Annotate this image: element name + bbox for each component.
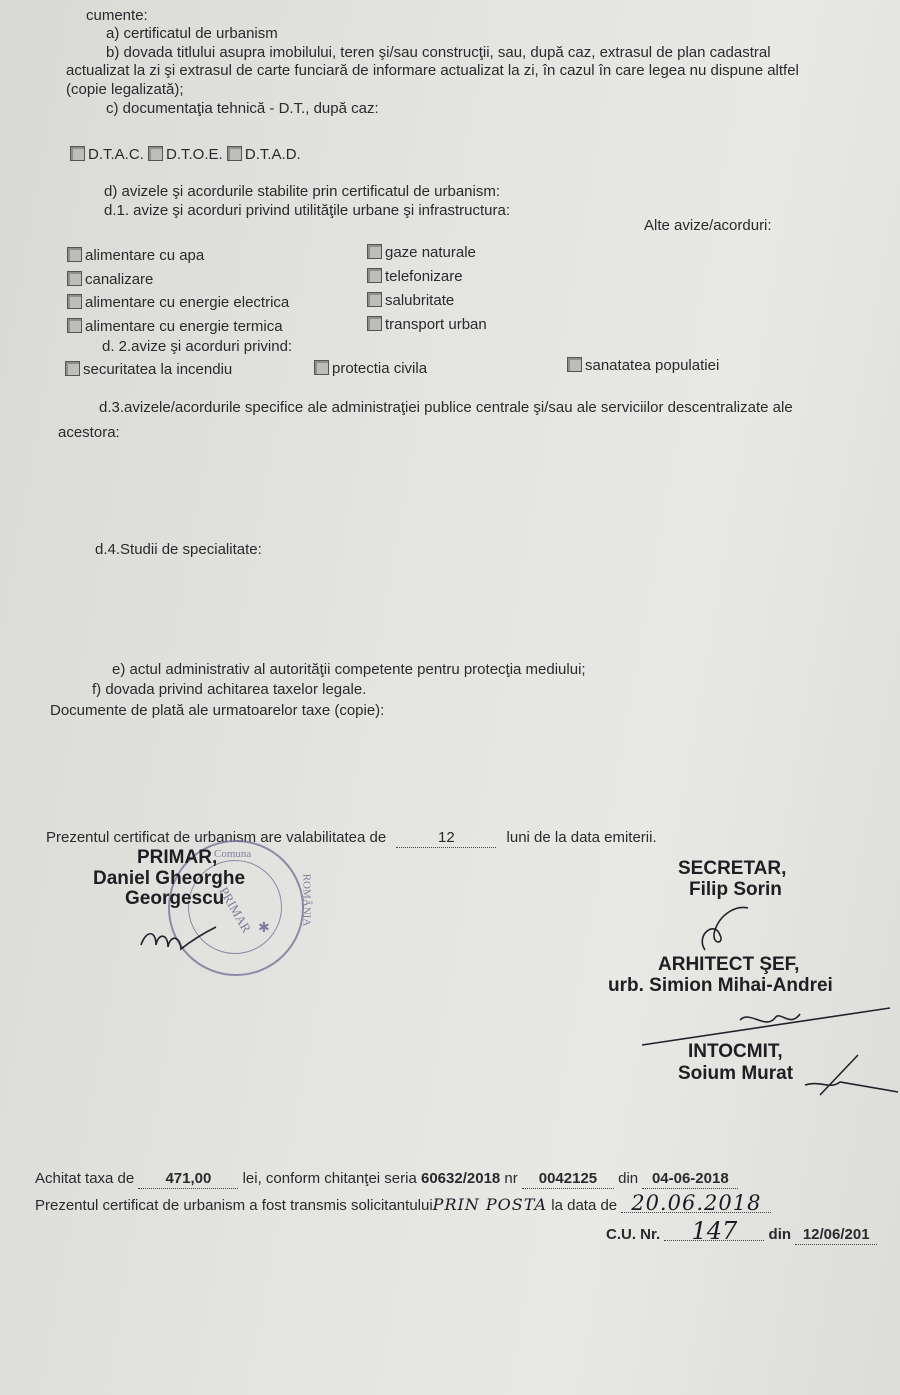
mayor-name-1: Daniel Gheorghe bbox=[93, 868, 246, 889]
cu-number: 147 bbox=[664, 1222, 764, 1241]
utility-heating[interactable]: alimentare cu energie termica bbox=[67, 318, 283, 336]
section-d-line2: d.1. avize şi acorduri privind utilităţile urbane şi infrastructura: bbox=[104, 202, 511, 219]
checkbox-icon bbox=[67, 271, 82, 286]
d2-public-health[interactable]: sanatatea populatiei bbox=[567, 357, 719, 375]
dt-option-dtac[interactable]: D.T.A.C. bbox=[70, 146, 144, 163]
dt-options bbox=[70, 146, 301, 164]
secretary-signature bbox=[690, 900, 760, 955]
checkbox-icon bbox=[367, 244, 382, 259]
section-d4-label: d.4.Studii de specialitate: bbox=[95, 541, 262, 558]
checkbox-icon bbox=[227, 146, 242, 161]
mayor-signature bbox=[136, 915, 226, 965]
checkbox-icon bbox=[67, 247, 82, 262]
utility-transport[interactable]: transport urban bbox=[367, 316, 487, 334]
checkbox-icon bbox=[70, 146, 85, 161]
section-d2-label: d. 2.avize şi acorduri privind: bbox=[102, 338, 293, 355]
star-icon: ✱ bbox=[258, 921, 270, 936]
item-e: e) actul administrativ al autorităţii competente pentru protecţia mediului; bbox=[112, 661, 586, 678]
utility-electricity[interactable]: alimentare cu energie electrica bbox=[67, 294, 289, 312]
architect-title: ARHITECT ŞEF, bbox=[658, 954, 800, 975]
receipt-date: 04-06-2018 bbox=[642, 1170, 738, 1189]
section-d3-line2: acestora: bbox=[58, 424, 120, 441]
utility-sanitation[interactable]: salubritate bbox=[367, 292, 454, 310]
section-d3-line1: d.3.avizele/acordurile specifice ale administraţiei publice centrale şi/sau ale serviciilor descentralizate ale bbox=[99, 399, 793, 416]
utility-telephone[interactable]: telefonizare bbox=[367, 268, 463, 286]
receipt-series: 60632/2018 bbox=[421, 1170, 501, 1187]
checkbox-icon bbox=[65, 361, 80, 376]
mayor-title: PRIMAR, bbox=[137, 847, 218, 868]
checkbox-icon bbox=[567, 357, 582, 372]
checkbox-icon bbox=[367, 292, 382, 307]
architect-name: urb. Simion Mihai-Andrei bbox=[608, 975, 833, 996]
document-list-heading: cumente: bbox=[86, 7, 148, 24]
drafter-name: Soium Murat bbox=[678, 1063, 794, 1084]
dt-option-dtoe[interactable]: D.T.O.E. bbox=[148, 146, 223, 163]
d2-civil-protection[interactable]: protectia civila bbox=[314, 360, 427, 378]
drafter-title: INTOCMIT, bbox=[688, 1041, 783, 1062]
item-c: c) documentaţia tehnică - D.T., după caz: bbox=[106, 100, 379, 117]
checkbox-icon bbox=[148, 146, 163, 161]
payment-amount: 471,00 bbox=[138, 1170, 238, 1189]
secretary-name: Filip Sorin bbox=[689, 879, 782, 900]
secretary-title: SECRETAR, bbox=[678, 858, 787, 879]
utility-sewage[interactable]: canalizare bbox=[67, 271, 153, 289]
checkbox-icon bbox=[314, 360, 329, 375]
item-f: f) dovada privind achitarea taxelor legale. bbox=[92, 681, 367, 698]
receipt-number: 0042125 bbox=[522, 1170, 614, 1189]
checkbox-icon bbox=[67, 318, 82, 333]
validity-line: Prezentul certificat de urbanism are valabilitatea de 12 luni de la data emiterii. bbox=[46, 829, 657, 846]
item-b-line2: actualizat la zi şi extrasul de carte funciară de informare actualizat la zi, în cazul în care legea nu dispune altfel bbox=[66, 62, 799, 79]
d2-fire-safety[interactable]: securitatea la incendiu bbox=[65, 361, 232, 379]
checkbox-icon bbox=[67, 294, 82, 309]
checkbox-icon bbox=[367, 268, 382, 283]
section-d-line1: d) avizele şi acordurile stabilite prin certificatul de urbanism: bbox=[104, 183, 501, 200]
checkbox-icon bbox=[367, 316, 382, 331]
payment-docs-label: Documente de plată ale urmatoarelor taxe (copie): bbox=[50, 702, 385, 719]
cu-date: 12/06/201 bbox=[795, 1226, 877, 1245]
item-b-line1: b) dovada titlului asupra imobilului, teren şi/sau construcţii, sau, după caz, extrasul de plan cadastral bbox=[106, 44, 771, 61]
drafter-signature bbox=[800, 1050, 900, 1100]
transmission-line: Prezentul certificat de urbanism a fost transmis solicitantuluiPRIN POSTA la data de 20.06.2018 bbox=[35, 1194, 771, 1215]
cu-line: C.U. Nr. 147 din 12/06/201 bbox=[606, 1222, 877, 1245]
payment-line: Achitat taxa de 471,00 lei, conform chitanţei seria 60632/2018 nr 0042125 din 04-06-2018 bbox=[35, 1170, 738, 1189]
item-a: a) certificatul de urbanism bbox=[106, 25, 278, 42]
item-b-line3: (copie legalizată); bbox=[66, 81, 184, 98]
dt-option-dtad[interactable]: D.T.A.D. bbox=[227, 146, 301, 163]
mayor-name-2: Georgescu bbox=[125, 888, 225, 909]
other-approvals-label: Alte avize/acorduri: bbox=[644, 217, 772, 234]
validity-months: 12 bbox=[396, 829, 496, 848]
official-stamp: Comuna ROMÂNIA PRIMAR ✱ bbox=[168, 840, 304, 976]
transmission-date: 20.06.2018 bbox=[621, 1194, 771, 1213]
transmission-method: PRIN POSTA bbox=[432, 1195, 548, 1214]
utility-gas[interactable]: gaze naturale bbox=[367, 244, 476, 262]
utility-water[interactable]: alimentare cu apa bbox=[67, 247, 204, 265]
